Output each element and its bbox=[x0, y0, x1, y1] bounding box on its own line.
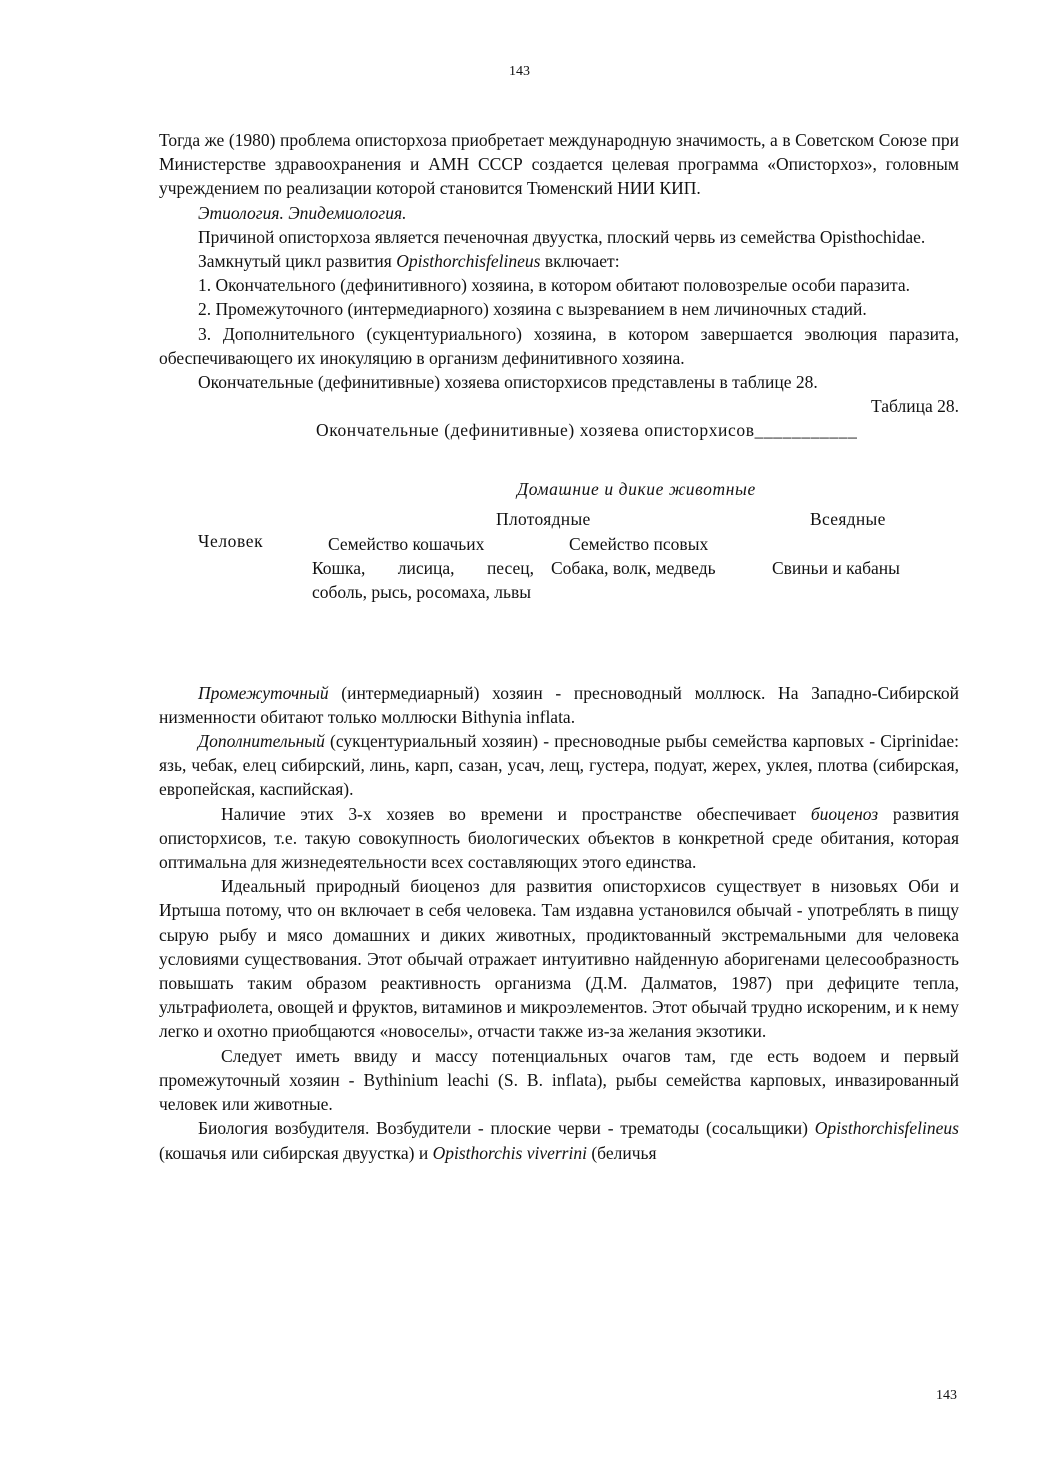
table-header-omnivores: Всеядные bbox=[810, 508, 886, 529]
list-item-2: 2. Промежуточного (интермедиарного) хозяина с вызреванием в нем личиночных стадий. bbox=[198, 299, 867, 320]
page-number-top: 143 bbox=[509, 64, 530, 79]
heading-etiology: Этиология. Эпидемиология. bbox=[198, 202, 407, 223]
hosts-table bbox=[159, 443, 959, 681]
table-header-canidae: Семейство псовых bbox=[569, 533, 709, 554]
table-header-carnivores: Плотоядные bbox=[496, 508, 591, 529]
paragraph-intro: Тогда же (1980) проблема описторхоза приобретает международную значимость, а в Советском Союзе при Министерстве здравоохранения и АМН СССР создается целевая программа «Описторхоз», головным учреждением по реализации которой становится Тюменский НИИ КИП. bbox=[159, 130, 959, 199]
paragraph-cause: Причиной описторхоза является печеночная двуустка, плоский червь из семейства Opisthochidae. bbox=[198, 226, 926, 247]
paragraph-intermediate-host: Промежуточный (интермедиарный) хозяин - пресноводный моллюск. На Западно-Сибирской низменности обитают только моллюски Bithynia inflata. bbox=[159, 682, 959, 727]
paragraph-foci: Следует иметь ввиду и массу потенциальных очагов там, где есть водоем и первый промежуточный хозяин - Bythinium leachi (S. B. inflata), рыбы семейства карповых, инвазированный человек или животные. bbox=[159, 1045, 959, 1115]
page-number-bottom: 143 bbox=[936, 1388, 957, 1403]
table-label: Таблица 28. bbox=[871, 396, 959, 417]
list-item-1: 1. Окончательного (дефинитивного) хозяина, в котором обитают половозрелые особи паразита. bbox=[198, 275, 911, 296]
table-cell-canidae-members: Собака, волк, медведь bbox=[551, 557, 716, 578]
table-title: Окончательные (дефинитивные) хозяева описторхисов___________ bbox=[316, 420, 858, 441]
paragraph-biology: Биология возбудителя. Возбудители - плоские черви - трематоды (сосальщики) Opisthorchisfelineus (кошачья или сибирская двуустка) и Opisthorchis viverrini (беличья bbox=[159, 1118, 959, 1163]
list-item-3: 3. Дополнительного (сукцентуриального) хозяина, в котором завершается эволюция паразита, обеспечивающего их инокуляцию в организм дефинитивного хозяина. bbox=[159, 323, 959, 368]
table-row-human: Человек bbox=[198, 530, 264, 551]
table-cell-felidae-members: Кошка, лисица, песец, соболь, рысь, росомаха, львы bbox=[312, 557, 534, 602]
paragraph-biocenosis: Наличие этих 3-х хозяев во времени и пространстве обеспечивает биоценоз развития описторхисов, т.е. такую совокупность биологических объектов в конкретной среде обитания, которая оптимальна для жизнедеятельности всех составляющих этого единства. bbox=[159, 803, 959, 873]
table-cell-omnivore-members: Свиньи и кабаны bbox=[772, 557, 900, 578]
page-body bbox=[159, 128, 959, 1165]
species-name: Opisthorchisfelineus bbox=[396, 251, 541, 272]
table-group-header: Домашние и дикие животные bbox=[517, 478, 756, 499]
paragraph-table-ref: Окончательные (дефинитивные) хозяева описторхисов представлены в таблице 28. bbox=[198, 372, 818, 393]
paragraph-cycle: Замкнутый цикл развития Opisthorchisfelineus включает: bbox=[198, 251, 620, 272]
table-header-felidae: Семейство кошачьих bbox=[328, 533, 485, 554]
section-heading bbox=[159, 201, 959, 225]
paragraph-natural-biocenosis: Идеальный природный биоценоз для развития описторхисов существует в низовьях Оби и Иртыша потому, что он включает в себя человека. Там издавна установился обычай - употреблять в пищу сырую рыбу и мясо домашних и диких животных, продиктованный экстремальными для человека условиями существования. Этот обычай отражает интуитивно найденную аборигенами целесообразность повышать таким образом реактивность организма (Д.М. Далматов, 1987) при дефиците тепла, ультрафиолета, овощей и фруктов, витаминов и микроэлементов. Этот обычай трудно искореним, и к нему легко и охотно приобщаются «новоселы», отчасти также из-за желания экзотики. bbox=[159, 876, 959, 1042]
paragraph-additional-host: Дополнительный (сукцентуриальный хозяин) - пресноводные рыбы семейства карповых - Ciprinidae: язь, чебак, елец сибирский, линь, карп, сазан, усач, лещ, густера, подуат, жерех, уклея, плотва (сибирская, европейская, каспийская). bbox=[159, 731, 959, 800]
